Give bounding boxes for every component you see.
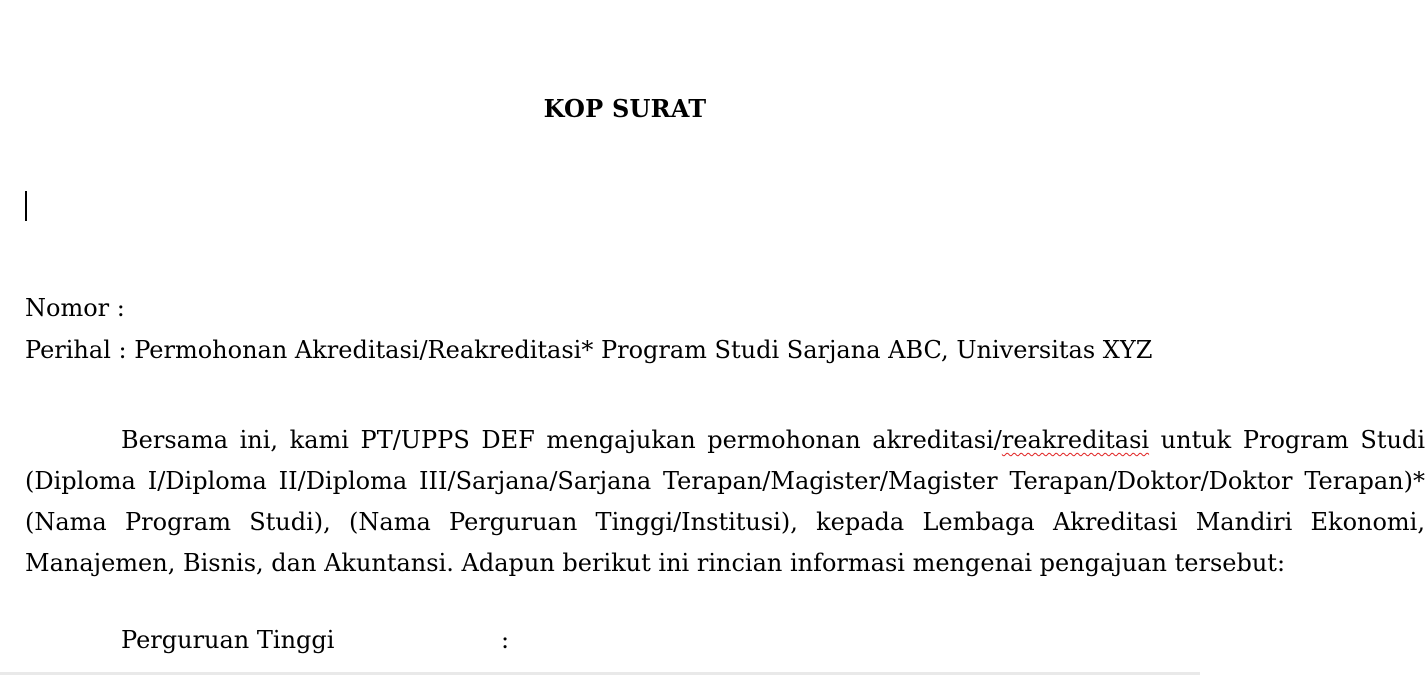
text-cursor bbox=[25, 191, 27, 221]
perihal-line: Perihal : Permohonan Akreditasi/Reakreditasi* Program Studi Sarjana ABC, Universitas XYZ bbox=[25, 336, 1153, 364]
field-separator: : bbox=[501, 626, 510, 654]
paragraph-text-start: Bersama ini, kami PT/UPPS DEF mengajukan permohonan akreditasi/ bbox=[121, 426, 1002, 454]
spellcheck-flagged-word[interactable]: reakreditasi bbox=[1001, 426, 1150, 454]
body-paragraph bbox=[25, 420, 1425, 584]
nomor-line: Nomor : bbox=[25, 294, 125, 322]
field-row-perguruan-tinggi bbox=[121, 625, 509, 655]
letterhead-title: KOP SURAT bbox=[543, 94, 707, 123]
paragraph-text-rest: untuk Program Studi (Diploma I/Diploma II/Diploma III/Sarjana/Sarjana Terapan/Magister/Magister Terapan/Doktor/Doktor Terapan)* (Nama Program Studi), (Nama Perguruan Tinggi/Institusi), kepada Lembaga Akreditasi Mandiri Ekonomi, Manajemen, Bisnis, dan Akuntansi. Adapun berikut ini rincian informasi mengenai pengajuan tersebut: bbox=[25, 426, 1425, 577]
field-label: Perguruan Tinggi bbox=[121, 626, 335, 654]
